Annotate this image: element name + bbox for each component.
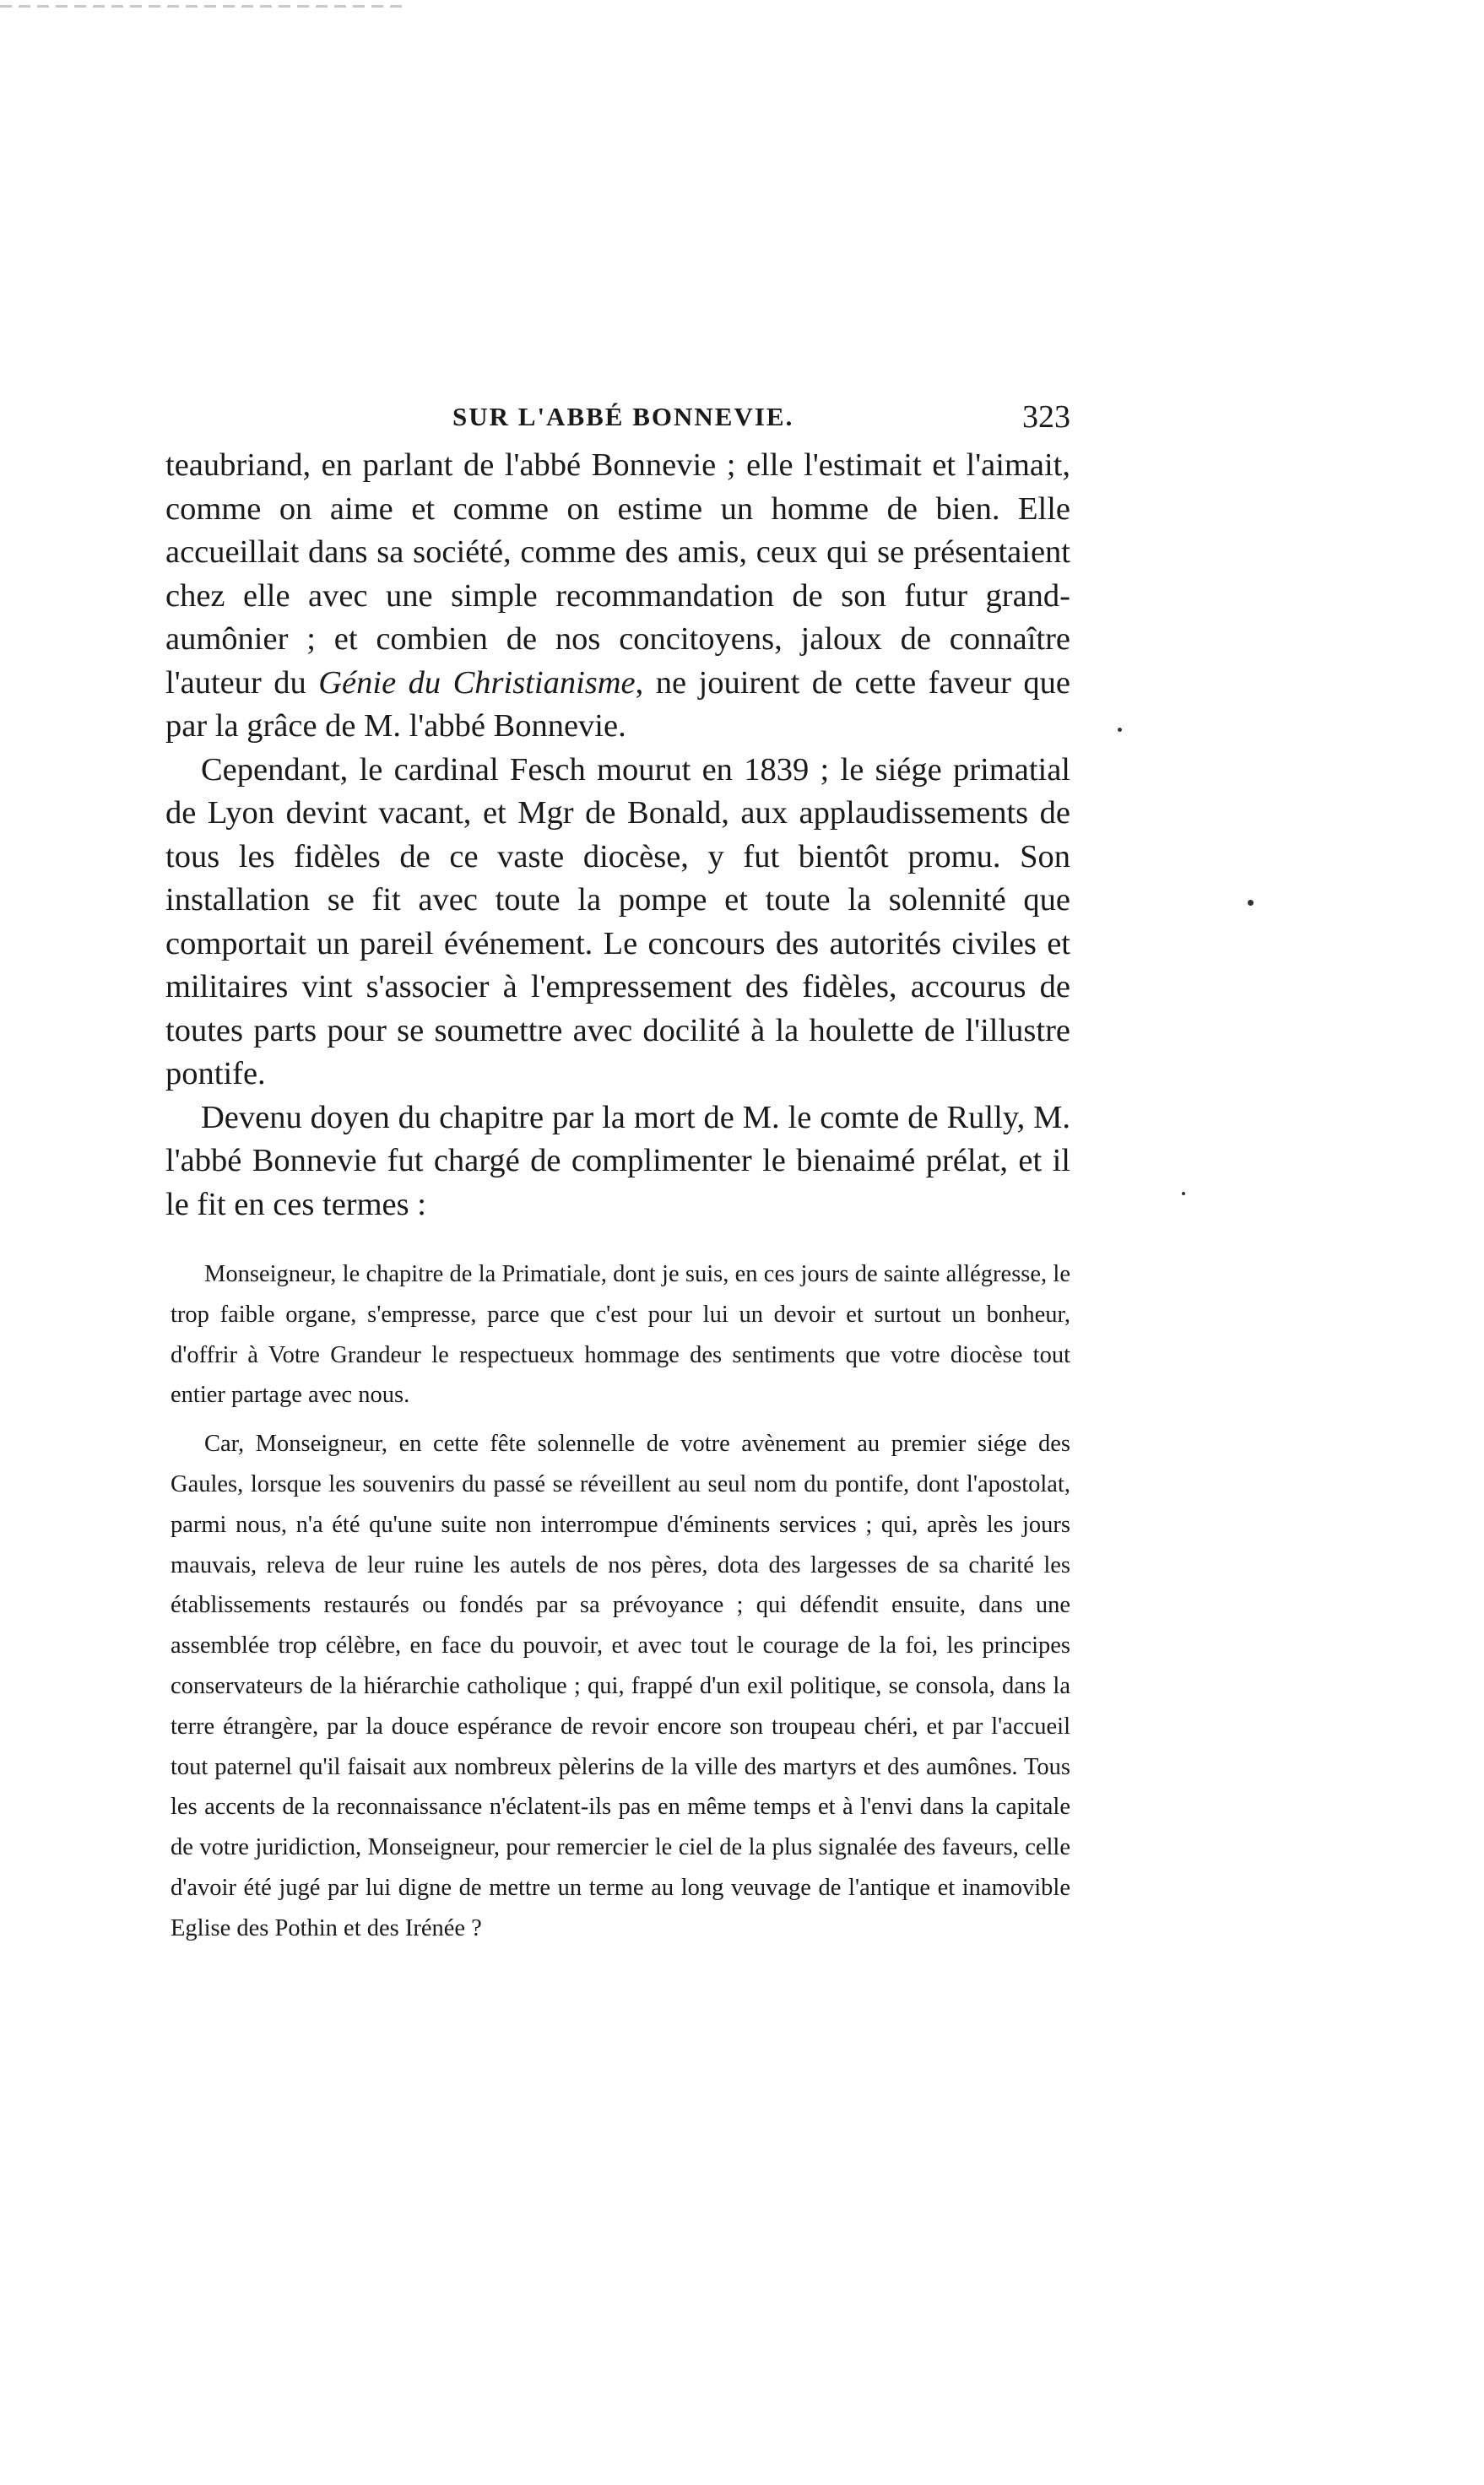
paragraph-1-text-before: teaubriand, en parlant de l'abbé Bonnevie ; elle l'estimait et l'aimait, comme on aime et comme on estime un homme de bien. Elle accueillait dans sa société, comme des amis, ceux qui se présentaient chez elle avec une simple recommandation de son futur grand-aumônier ; et combien de nos concitoyens, jaloux de connaître l'auteur du: [165, 447, 1070, 701]
paragraph-2: Cependant, le cardinal Fesch mourut en 1839 ; le siége primatial de Lyon devint vacant, et Mgr de Bonald, aux applaudissements de tous les fidèles de ce vaste diocèse, y fut bientôt promu. Son installation se fit avec toute la pompe et toute la solennité que comportait un pareil événement. Le concours des autorités civiles et militaires vint s'associer à l'empressement des fidèles, accourus de toutes parts pour se soumettre avec docilité à la houlette de l'illustre pontife.: [165, 751, 1070, 1091]
book-title-italic: Génie du Christianisme: [318, 664, 636, 701]
body-text: [165, 444, 1070, 1226]
scan-edge-artifact: [0, 5, 405, 8]
running-title: SUR L'ABBÉ BONNEVIE.: [452, 402, 794, 431]
paragraph-1: [165, 444, 1070, 749]
quoted-address: [171, 1254, 1070, 1957]
ink-speck: [1248, 900, 1254, 906]
running-head: [165, 398, 1070, 441]
quote-paragraph-1: Monseigneur, le chapitre de la Primatiale, dont je suis, en ces jours de sainte allégresse, le trop faible organe, s'empresse, parce que c'est pour lui un devoir et surtout un bonheur, d'offrir à Votre Grandeur le respectueux hommage des sentiments que votre diocèse tout entier partage avec nous.: [171, 1261, 1070, 1409]
ink-speck: [1118, 728, 1122, 732]
paragraph-3: Devenu doyen du chapitre par la mort de M. le comte de Rully, M. l'abbé Bonnevie fut chargé de complimenter le bienaimé prélat, et il le fit en ces termes :: [165, 1099, 1070, 1222]
ink-speck: [1182, 1192, 1185, 1195]
page-number: 323: [1022, 399, 1070, 435]
quote-paragraph-2: Car, Monseigneur, en cette fête solennelle de votre avènement au premier siége des Gaules, lorsque les souvenirs du passé se réveillent au seul nom du pontife, dont l'apostolat, parmi nous, n'a été qu'une suite non interrompue d'éminents services ; qui, après les jours mauvais, releva de leur ruine les autels de nos pères, dota des largesses de sa charité les établissements restaurés ou fondés par sa prévoyance ; qui défendit ensuite, dans une assemblée trop célèbre, en face du pouvoir, et avec tout le courage de la foi, les principes conservateurs de la hiérarchie catholique ; qui, frappé d'un exil politique, se consola, dans la terre étrangère, par la douce espérance de revoir encore son troupeau chéri, et par l'accueil tout paternel qu'il faisait aux nombreux pèlerins de la ville des martyrs et des aumônes. Tous les accents de la reconnaissance n'éclatent-ils pas en même temps et à l'envi dans la capitale de votre juridiction, Monseigneur, pour remercier le ciel de la plus signalée des faveurs, celle d'avoir été jugé par lui digne de mettre un terme au long veuvage de l'antique et inamovible Eglise des Pothin et des Irénée ?: [171, 1431, 1070, 1941]
paragraph-1-text-after: , ne jouirent de cette faveur que par la grâce de M. l'abbé Bonnevie.: [165, 664, 1071, 744]
